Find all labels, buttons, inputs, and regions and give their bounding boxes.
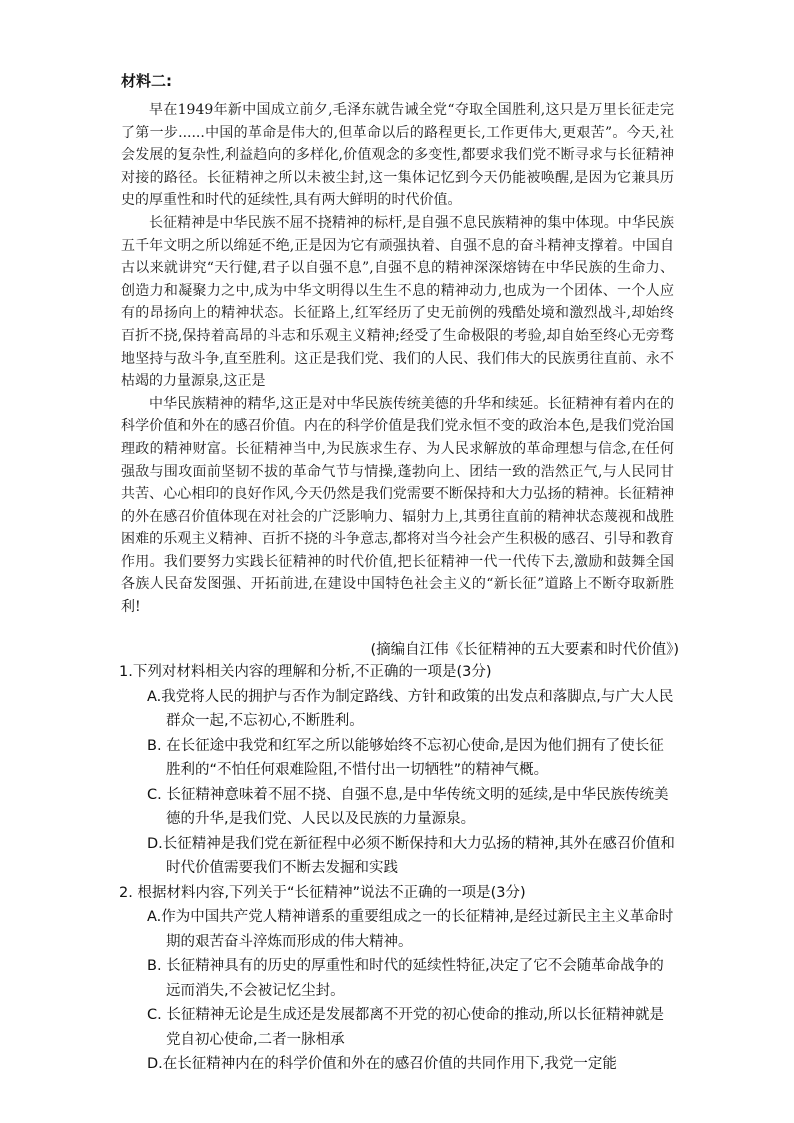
- question-2-option-b: B. 长征精神具有的历史的厚重性和时代的延续性特征,决定了它不会随革命战争的远而消失,不会被记忆尘封。: [147, 958, 664, 999]
- question-1-option-c: C. 长征精神意味着不屈不挠、自强不息,是中华传统文明的延续,是中华民族传统美德的升华,是我们党、人民以及民族的力量源泉。: [147, 786, 669, 827]
- questions-section: [119, 660, 675, 1077]
- source-citation: (摘编自江伟《长征精神的五大要素和时代价值》): [370, 642, 679, 658]
- question-1-option-b: B. 在长征途中我党和红军之所以能够始终不忘初心使命,是因为他们拥有了使长征胜利的“不怕任何艰难险阻,不惜付出一切牺牲”的精神气概。: [147, 737, 664, 778]
- question-1-option-a: A.我党将人民的拥护与否作为制定路线、方针和政策的出发点和落脚点,与广大人民群众一起,不忘初心,不断胜利。: [147, 688, 674, 729]
- question-2: [119, 881, 675, 1077]
- question-2-option-c: C. 长征精神无论是生成还是发展都离不开党的初心使命的推动,所以长征精神就是党自初心使命,二者一脉相承: [147, 1007, 664, 1048]
- question-1: [119, 660, 675, 881]
- material-paragraph-1: 早在1949年新中国成立前夕,毛泽东就告诫全党“夺取全国胜利,这只是万里长征走完了第一步......中国的革命是伟大的,但革命以后的路程更长,工作更伟大,更艰苦”。今天,社会发展的复杂性,利益趋向的多样化,价值观念的多变性,都要求我们党不断寻求与长征精神对接的路径。长征精神之所以未被尘封,这一集体记忆到今天仍能被唤醒,是因为它兼具历史的厚重性和时代的延续性,具有两大鲜明的时代价值。: [121, 102, 674, 209]
- material-text: [121, 99, 674, 619]
- question-1-stem: 1.下列对材料相关内容的理解和分析,不正确的一项是(3分): [119, 664, 492, 680]
- material-paragraph-2: 长征精神是中华民族不屈不挠精神的标杆,是自强不息民族精神的集中体现。中华民族五千年文明之所以绵延不绝,正是因为它有顽强执着、自强不息的奋斗精神支撑着。中国自古以来就讲究“天行健,君子以自强不息”,自强不息的精神深深熔铸在中华民族的生命力、创造力和凝聚力之中,成为中华文明得以生生不息的精神动力,也成为一个团体、一个人应有的昂扬向上的精神状态。长征路上,红军经历了史无前例的残酷处境和激烈战斗,却始终百折不挠,保持着高昂的斗志和乐观主义精神;经受了生命极限的考验,却自始至终心无旁骛地坚持与敌斗争,直至胜利。这正是我们党、我们的人民、我们伟大的民族勇往直前、永不枯竭的力量源泉,这正是: [121, 214, 674, 390]
- material-heading: 材料二:: [121, 72, 172, 90]
- question-2-stem: 2. 根据材料内容,下列关于“长征精神”说法不正确的一项是(3分): [119, 884, 526, 901]
- question-1-option-d: D.长征精神是我们党在新征程中必须不断保持和大力弘扬的精神,其外在感召价值和时代价值需要我们不断去发掘和实践: [147, 835, 675, 876]
- material-paragraph-3: 中华民族精神的精华,这正是对中华民族传统美德的升华和续延。长征精神有着内在的科学价值和外在的感召价值。内在的科学价值是我们党永恒不变的政治本色,是我们党治国理政的精神财富。长征精神当中,为民族求生存、为人民求解放的革命理想与信念,在任何强敌与围攻面前坚韧不拔的革命气节与情操,蓬勃向上、团结一致的浩然正气,与人民同甘共苦、心心相印的良好作风,今天仍然是我们党需要不断保持和大力弘扬的精神。长征精神的外在感召价值体现在对社会的广泛影响力、辐射力上,其勇往直前的精神状态蔑视和战胜困难的乐观主义精神、百折不挠的斗争意志,都将对当今社会产生积极的感召、引导和教育作用。我们要努力实践长征精神的时代价值,把长征精神一代一代传下去,激励和鼓舞全国各族人民奋发图强、开拓前进,在建设中国特色社会主义的“新长征”道路上不断夺取新胜利!: [121, 395, 674, 616]
- question-2-option-a: A.作为中国共产党人精神谱系的重要组成之一的长征精神,是经过新民主主义革命时期的艰苦奋斗淬炼而形成的伟大精神。: [147, 909, 674, 950]
- question-2-option-d: D.在长征精神内在的科学价值和外在的感召价值的共同作用下,我党一定能: [147, 1056, 617, 1072]
